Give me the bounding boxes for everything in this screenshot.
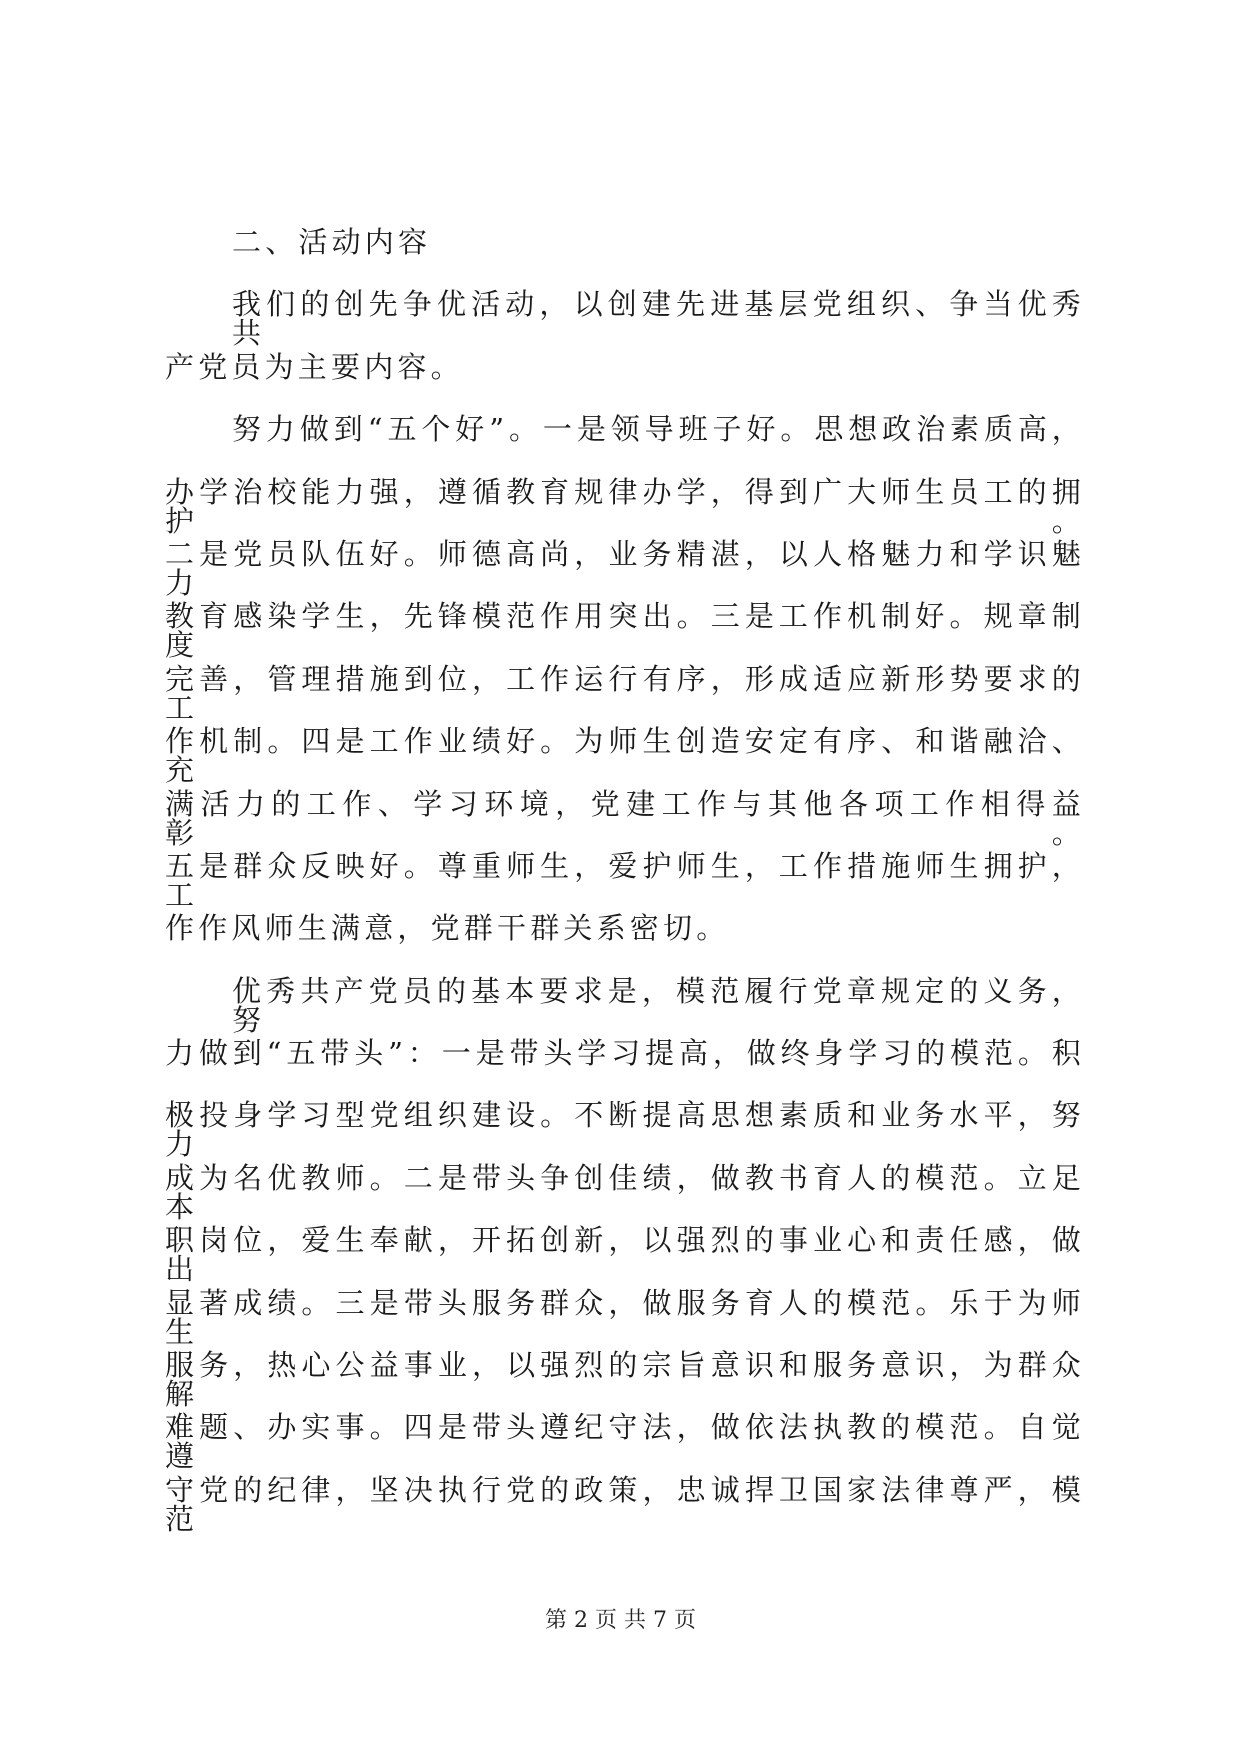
text-line: 力做到“五带头”：一是带头学习提高，做终身学习的模范。积	[165, 1036, 1085, 1071]
text-line: 五是群众反映好。尊重师生，爱护师生，工作措施师生拥护，工	[165, 848, 1085, 912]
page-footer	[0, 1609, 1241, 1633]
text-line: 作机制。四是工作业绩好。为师生创造安定有序、和谐融洽、充	[165, 724, 1085, 788]
text-line: 我们的创先争优活动，以创建先进基层党组织、争当优秀共	[232, 287, 1085, 351]
text-line: 服务，热心公益事业，以强烈的宗旨意识和服务意识，为群众解	[165, 1348, 1085, 1412]
text-line: 办学治校能力强，遵循教育规律办学，得到广大师生员工的拥护。	[165, 474, 1085, 538]
text-line: 难题、办实事。四是带头遵纪守法，做依法执教的模范。自觉遵	[165, 1410, 1085, 1474]
text-line: 努力做到“五个好”。一是领导班子好。思想政治素质高，	[232, 412, 1085, 447]
text-line: 守党的纪律，坚决执行党的政策，忠诚捍卫国家法律尊严，模范	[165, 1472, 1085, 1536]
text-line: 成为名优教师。二是带头争创佳绩，做教书育人的模范。立足本	[165, 1160, 1085, 1224]
text-line: 满活力的工作、学习环境，党建工作与其他各项工作相得益彰。	[165, 786, 1085, 850]
text-line: 作作风师生满意，党群干群关系密切。	[165, 911, 730, 946]
text-line: 优秀共产党员的基本要求是，模范履行党章规定的义务，努	[232, 973, 1085, 1037]
text-line: 教育感染学生，先锋模范作用突出。三是工作机制好。规章制度	[165, 599, 1085, 663]
text-line: 显著成绩。三是带头服务群众，做服务育人的模范。乐于为师生	[165, 1285, 1085, 1349]
text-line: 职岗位，爱生奉献，开拓创新，以强烈的事业心和责任感，做出	[165, 1223, 1085, 1287]
document-body	[165, 225, 1085, 1538]
text-line: 二是党员队伍好。师德高尚，业务精湛，以人格魅力和学识魅力	[165, 536, 1085, 600]
section-heading: 二、活动内容	[232, 225, 432, 259]
text-line: 产党员为主要内容。	[165, 349, 464, 384]
text-line: 完善，管理措施到位，工作运行有序，形成适应新形势要求的工	[165, 661, 1085, 725]
page-number: 第 2 页 共 7 页	[545, 1608, 696, 1633]
text-line: 极投身学习型党组织建设。不断提高思想素质和业务水平，努力	[165, 1098, 1085, 1162]
